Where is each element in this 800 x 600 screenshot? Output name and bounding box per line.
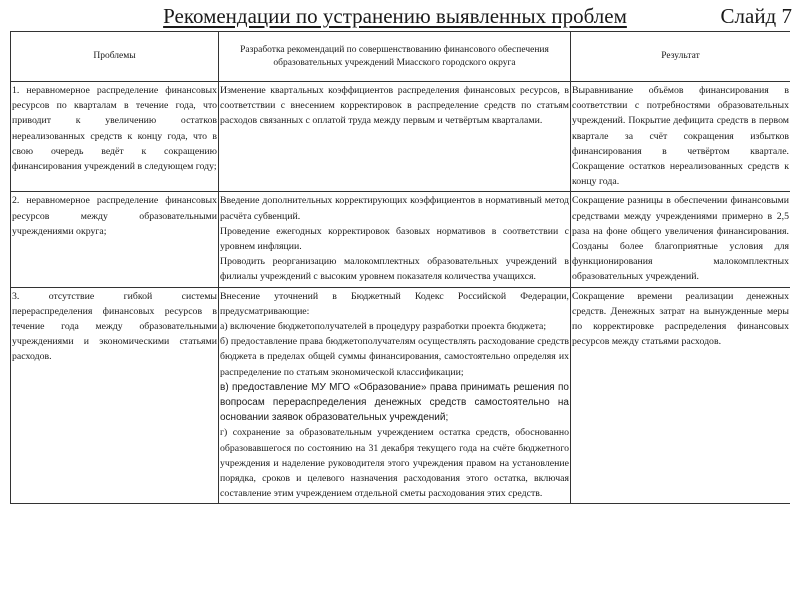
recommendation-text: б) предоставление права бюджетополучателям осуществлять расходование средств бюджета в пределах общей суммы финансирования, самостоятельно определяя их распределение по статьям экономической классификации;: [220, 336, 569, 378]
result-text: Сокращение времени реализации денежных средств. Денежных затрат на вынужденные меры по корректировке распределения финансовых ресурсов между статьями расходов.: [572, 290, 789, 348]
recommendation-cell: [219, 192, 571, 287]
slide-title: Рекомендации по устранению выявленных проблем: [163, 4, 627, 28]
table-row: [11, 192, 791, 287]
slide-number: Слайд 7: [720, 4, 792, 28]
problem-cell: [11, 82, 219, 192]
recommendation-cell: [219, 82, 571, 192]
result-cell: [571, 287, 791, 504]
recommendation-text: Проводить реорганизацию малокомплектных образовательных учреждений в филиалы учреждений с высоким уровнем показателя количества учащихся.: [220, 256, 569, 283]
recommendation-text: в) предоставление МУ МГО «Образование» права принимать решения по вопросам перераспределения денежных средств самостоятельно на основании заявок образовательных учреждений;: [220, 381, 569, 424]
column-header-result: Результат: [571, 32, 791, 82]
column-header-recommendations: Разработка рекомендаций по совершенствованию финансового обеспечения образовательных учреждений Миасского городского округа: [219, 32, 571, 82]
table-row: [11, 82, 791, 192]
recommendations-table-container: [10, 31, 790, 600]
recommendation-cell: [219, 287, 571, 504]
recommendation-text: Проведение ежегодных корректировок базовых нормативов в соответствии с уровнем инфляции.: [220, 225, 569, 253]
recommendation-text: г) сохранение за образовательным учреждением остатка средств, обоснованно образовавшегося по состоянию на 31 декабря текущего года на счёте бюджетного учреждения и наделение руководителя этого учреждения правом на установление порядка, сроков и целевого назначения расходования этого остатка, включая составление этим учреждением отдельной сметы расходования этих средств.: [220, 427, 569, 500]
recommendation-text: Внесение уточнений в Бюджетный Кодекс Российской Федерации, предусматривающие:: [220, 290, 569, 317]
table-header-row: [11, 32, 791, 82]
recommendation-text: а) включение бюджетополучателей в процедуру разработки проекта бюджета;: [220, 321, 547, 333]
problem-text: 3. отсутствие гибкой системы перераспределения финансовых ресурсов в течение года между образовательными учреждениями и экономическими статьями расходов.: [12, 290, 217, 363]
result-text: Сокращение разницы в обеспечении финансовыми средствами между учреждениями примерно в 2,5 раза на фоне общего увеличения финансирования. Созданы более благоприятные условия для функционирования малокомплектных образовательных учреждений.: [572, 195, 789, 283]
recommendations-table: [10, 31, 790, 504]
result-cell: [571, 192, 791, 287]
result-text: Выравнивание объёмов финансирования в соответствии с потребностями образовательных учреждений. Покрытие дефицита средств в первом квартале за счёт сокращения избытков финансирования в четвёртом квартале. Сокращение остатков нереализованных средств к концу года.: [572, 85, 789, 188]
column-header-problems: Проблемы: [11, 32, 219, 82]
problem-text: 1. неравномерное распределение финансовых ресурсов по кварталам в течение года, что приводит к увеличению остатков нереализованных средств к концу года, что в свою очередь ведёт к сокращению финансирования учреждений в следующем году;: [12, 85, 217, 173]
recommendation-text: Введение дополнительных корректирующих коэффициентов в нормативный метод расчёта субвенций.: [220, 195, 569, 222]
result-cell: [571, 82, 791, 192]
problem-cell: [11, 287, 219, 504]
table-row: [11, 287, 791, 504]
recommendation-text: Изменение квартальных коэффициентов распределения финансовых ресурсов, в соответствии с внесением корректировок в распределение средств по статьям расходов связанных с оплатой труда между первым и четвёртым кварталами.: [220, 85, 569, 127]
problem-cell: [11, 192, 219, 287]
problem-text: 2. неравномерное распределение финансовых ресурсов между образовательными учреждениями округа;: [12, 195, 217, 237]
